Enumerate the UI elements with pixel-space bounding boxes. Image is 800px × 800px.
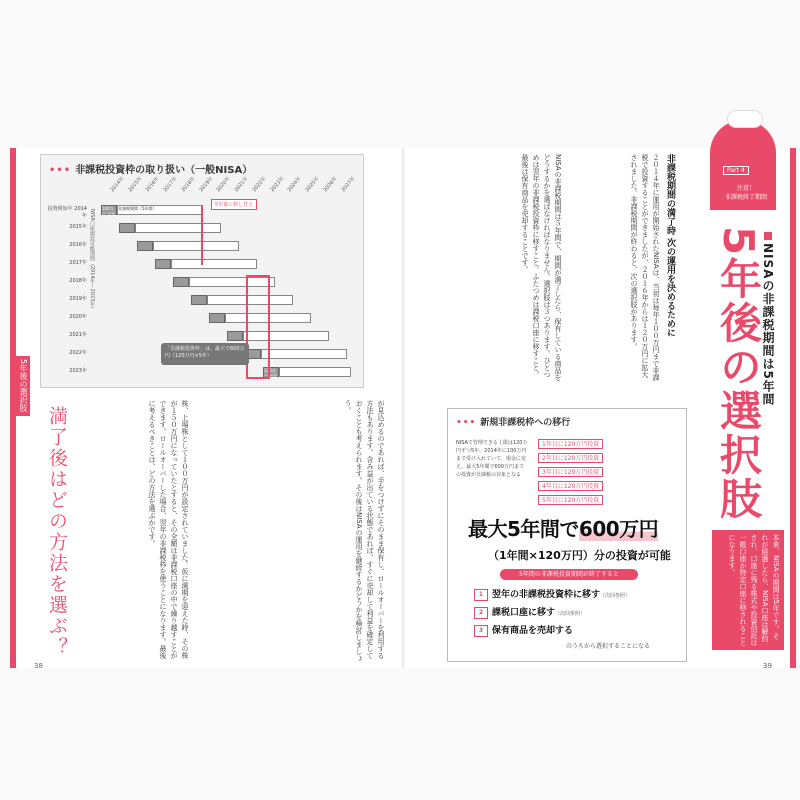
- period-end-pill: 5年間の非課税投資期間が終了すると: [500, 569, 638, 580]
- year-label: 2023年: [269, 175, 286, 194]
- row-label: 2022年: [69, 350, 87, 356]
- body-text-column: が見込めるのであれば、手をつけずにそのまま保有し、ロールオーバーを利用する方法もあります。含み益が出ている状態であれば、すぐに売却して利益を確定しておくことも考えられます。その後はNISAの運用を継続するかどうかを検討しましょう。: [344, 400, 385, 662]
- badge-text: [718, 184, 774, 202]
- row-label: 2019年: [69, 296, 87, 302]
- investment-bar: [209, 313, 225, 323]
- body-text-column: ２０１４年に運用が開始されたNISAは、当初は毎年１００万円まで非課税で投資することができましたが、２０１６年からは１２０万円に拡大されました。非課税期間が終わると、次の選択肢があります。: [630, 154, 660, 381]
- tax-free-period-bar: [171, 259, 257, 269]
- chapter-title: 5年後の選択肢: [714, 226, 763, 522]
- year-label: 2016年: [144, 175, 161, 194]
- investment-bar: [173, 277, 189, 287]
- rollover-label: 5年後に移し替え: [211, 199, 257, 210]
- option-sell: 3 保有商品を売却する: [474, 623, 573, 637]
- year-label: 2017年: [162, 175, 179, 194]
- max-limit-callout: 「非課税投資枠」は、最大で600万円（120万円×5年）: [161, 343, 249, 365]
- option-rollover: 1 翌年の非課税投資枠に移す（次回参照）: [474, 587, 630, 601]
- rollover-highlight-box: [246, 275, 270, 379]
- year-label: 2015年: [127, 175, 144, 194]
- eligibility-period-label: NISA口座開設可能期間（2014年〜2023年）: [89, 209, 95, 312]
- square-bullet-icon: [764, 232, 772, 240]
- badge-line-2: 非課税終了期間: [724, 194, 767, 201]
- row-label: 2017年: [69, 260, 87, 266]
- bag-icon: [727, 110, 763, 128]
- tax-free-period-bar: [153, 241, 239, 251]
- rollover-arrow: [201, 205, 203, 265]
- transition-note: NISAで管理できる上限は120万円ずつ5年、2014年に100万円まで受け入れていて、現金に変え、最大5年間で600万円までの投資が非課税の対象となる: [456, 440, 528, 478]
- year-label: 2027年: [340, 175, 357, 194]
- chapter-subtitle: NISAの非課税期間は5年間: [760, 232, 777, 406]
- tax-free-period-bar: [135, 223, 221, 233]
- part-label: Part 4: [723, 166, 749, 175]
- left-page: [10, 148, 401, 668]
- tax-free-period-bar: [279, 367, 351, 377]
- year-label: 2022年: [251, 175, 268, 194]
- investment-step: 3年目に120万円投資: [538, 467, 603, 477]
- investment-step: 4年目に120万円投資: [538, 481, 603, 491]
- choice-footnote: のうちから選択することになる: [566, 643, 651, 650]
- year-label: 2014年: [109, 175, 126, 194]
- body-text-column: NISAの非課税期間は５年間で、期間が満了したら、保有している商品をどうするかを選ばなければなりません。選択肢は３つあります。ひとつめは翌年の非課税投資枠に移すこと。ふたつめは課税口座に移すこと。最後は保有商品を売却することです。: [521, 154, 562, 381]
- investment-step: 1年目に120万円投資: [538, 439, 603, 449]
- year-header: [109, 175, 357, 199]
- body-text-column: 株、上場株として１００万円が設定されていました。仮に満期を迎えた時、その株が１５０万円になっていたとすると、その全額は非課税口座の中で繰り越すことができます。ロールオーバーした場合、翌年の非課税枠を使うことになります。最後に考えるべきことは、どの方法を選ぶかです。: [148, 400, 189, 659]
- max-amount-headline: 最大5年間で600万円: [468, 517, 659, 541]
- investment-bar: [137, 241, 153, 251]
- tax-free-period-bar: 非課税期間（5年間）: [117, 205, 203, 215]
- annual-limit-text: （1年間×120万円）分の投資が可能: [488, 549, 671, 562]
- chart-title: ••• 非課税投資枠の取り扱い（一般NISA）: [49, 165, 253, 176]
- row-label: 2020年: [69, 314, 87, 320]
- max-amount-value: 600万円: [578, 517, 659, 541]
- transition-diagram: [447, 408, 687, 662]
- year-label: 2020年: [215, 175, 232, 194]
- investment-bar: [191, 295, 207, 305]
- year-label: 2021年: [233, 175, 250, 194]
- page-number: 39: [763, 662, 772, 670]
- chapter-side-tab: 5年後の選択肢: [16, 356, 30, 416]
- row-label: 2016年: [69, 242, 87, 248]
- summary-note: 本来、NISAの期間は5年です。それが経過したら、NISA口座は解約され、口座に残る株式や投資信託は一般口座か特定口座に移されることになります。: [712, 530, 784, 650]
- right-subheading: 非課税期間の満了時 次の運用を決めるために: [665, 154, 675, 338]
- year-label: 2026年: [322, 175, 339, 194]
- section-heading: 満了後はどの方法を選ぶ？: [46, 406, 68, 658]
- tax-free-period-bar: [261, 349, 347, 359]
- nisa-framework-chart: [40, 154, 364, 388]
- year-label: 2025年: [304, 175, 321, 194]
- investment-bar: 100万円 投資: [102, 206, 116, 217]
- badge-line-1: 注意！: [736, 185, 755, 192]
- row-label: 2015年: [69, 224, 87, 230]
- year-label: 2019年: [198, 175, 215, 194]
- investment-bar: [155, 259, 171, 269]
- page-number: 38: [34, 662, 43, 670]
- transition-title: ••• 新規非課税枠への移行: [456, 418, 571, 428]
- option-taxable-account: 2 課税口座に移す（次回参照）: [474, 605, 585, 619]
- row-label: 2023年: [69, 368, 87, 374]
- investment-step: 5年目に120万円投資: [538, 495, 603, 505]
- investment-step: 2年目に120万円投資: [538, 453, 603, 463]
- row-label: 投資開始年 2014年: [47, 206, 87, 219]
- year-label: 2018年: [180, 175, 197, 194]
- investment-bar: 120万円 投資: [264, 368, 278, 379]
- investment-bar: [227, 331, 243, 341]
- row-label: 2018年: [69, 278, 87, 284]
- year-label: 2024年: [286, 175, 303, 194]
- investment-bar: [119, 223, 135, 233]
- row-label: 2021年: [69, 332, 87, 338]
